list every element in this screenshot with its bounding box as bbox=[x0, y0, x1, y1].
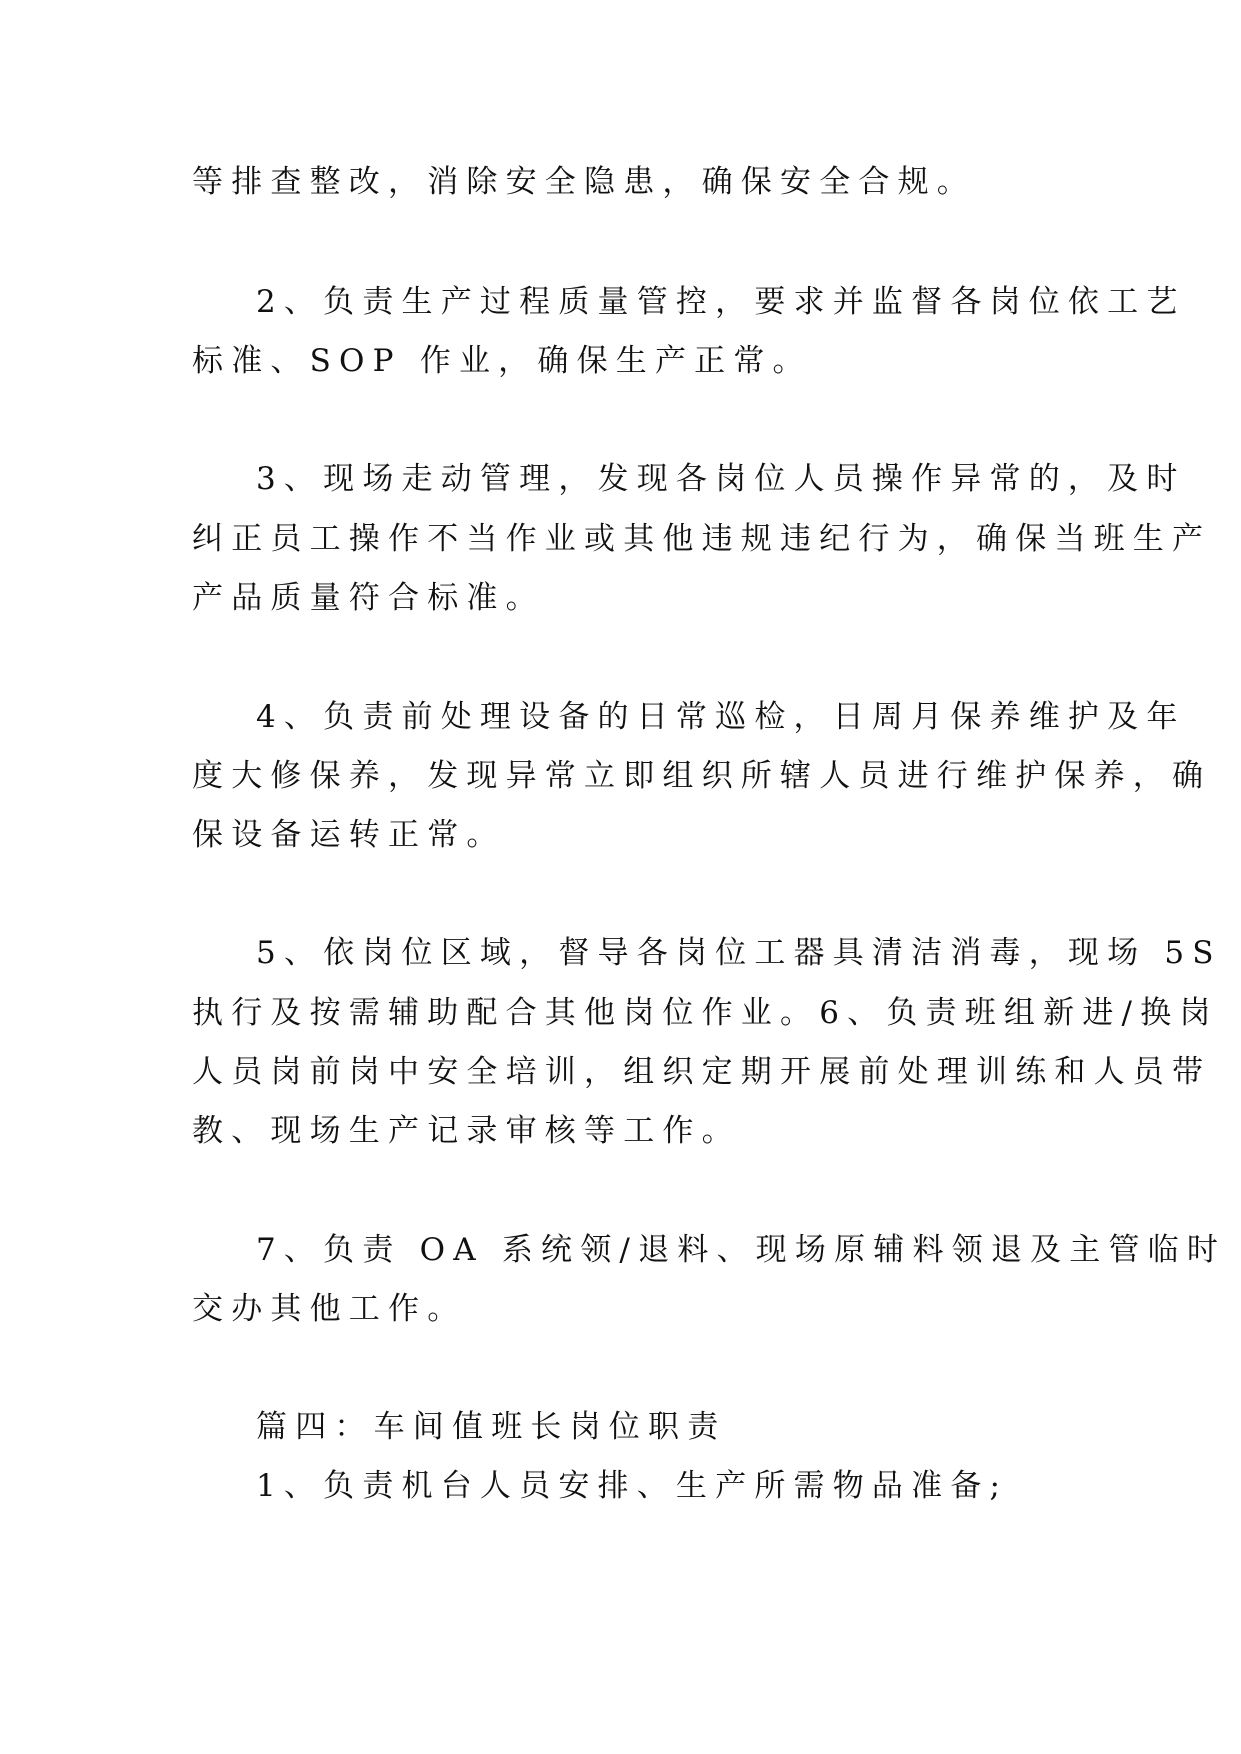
text-line: 等排查整改，消除安全隐患，确保安全合规。 bbox=[192, 164, 976, 200]
text-line: 2、负责生产过程质量管控，要求并监督各岗位依工艺 bbox=[256, 284, 1186, 320]
text-line: 交办其他工作。 bbox=[192, 1291, 467, 1327]
text-line: 教、现场生产记录审核等工作。 bbox=[192, 1113, 741, 1149]
text-line: 人员岗前岗中安全培训，组织定期开展前处理训练和人员带 bbox=[192, 1054, 1212, 1090]
text-line: 3、现场走动管理，发现各岗位人员操作异常的，及时 bbox=[256, 461, 1186, 497]
text-line: 产品质量符合标准。 bbox=[192, 580, 545, 616]
text-line: 标准、SOP 作业，确保生产正常。 bbox=[192, 343, 812, 379]
text-line: 7、负责 OA 系统领/退料、现场原辅料领退及主管临时 bbox=[256, 1232, 1227, 1268]
text-line: 1、负责机台人员安排、生产所需物品准备; bbox=[256, 1468, 1009, 1504]
text-line: 度大修保养，发现异常立即组织所辖人员进行维护保养，确 bbox=[192, 758, 1212, 794]
text-line: 5、依岗位区域，督导各岗位工器具清洁消毒，现场 5S bbox=[256, 935, 1222, 971]
text-line: 执行及按需辅助配合其他岗位作业。6、负责班组新进/换岗 bbox=[192, 995, 1219, 1031]
text-line: 保设备运转正常。 bbox=[192, 817, 506, 853]
section-heading: 篇四：车间值班长岗位职责 bbox=[256, 1409, 727, 1445]
text-line: 纠正员工操作不当作业或其他违规违纪行为，确保当班生产 bbox=[192, 521, 1212, 557]
text-line: 4、负责前处理设备的日常巡检，日周月保养维护及年 bbox=[256, 699, 1186, 735]
